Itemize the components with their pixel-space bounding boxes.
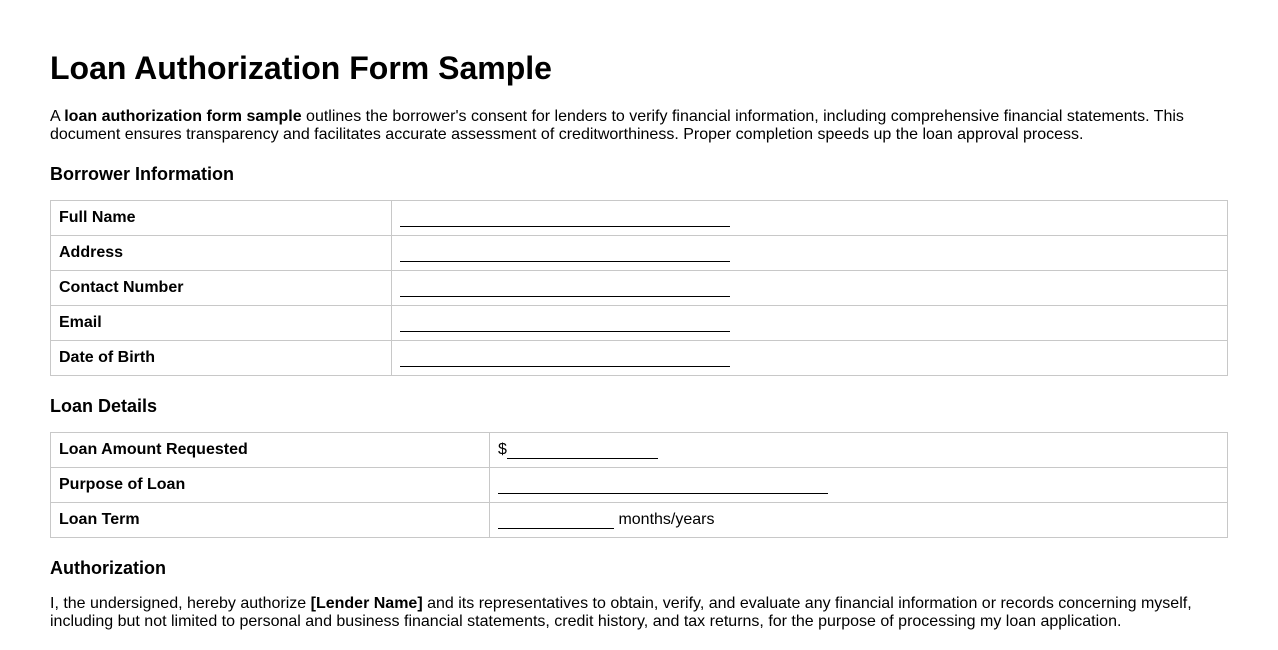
loan-purpose-label: Purpose of Loan <box>51 468 490 503</box>
authorization-section-heading: Authorization <box>50 558 166 578</box>
table-row <box>51 468 1228 503</box>
loan-amount-label: Loan Amount Requested <box>51 433 490 468</box>
loan-term-unit: months/years <box>618 511 715 528</box>
date-of-birth-blank-line[interactable] <box>400 350 730 367</box>
borrower-section-heading: Borrower Information <box>50 164 235 184</box>
loan-amount-blank-line[interactable] <box>507 442 658 459</box>
full-name-cell <box>392 201 1228 236</box>
borrower-info-table <box>50 200 1228 376</box>
loan-term-cell <box>490 503 1228 538</box>
authorization-text-prefix: I, the undersigned, hereby authorize <box>50 595 311 612</box>
intro-bold-term: loan authorization form sample <box>64 108 302 125</box>
date-of-birth-cell <box>392 341 1228 376</box>
loan-term-label: Loan Term <box>51 503 490 538</box>
intro-prefix: A <box>50 108 65 125</box>
full-name-label: Full Name <box>51 201 392 236</box>
contact-number-blank-line[interactable] <box>400 280 730 297</box>
loan-purpose-cell <box>490 468 1228 503</box>
lender-name-placeholder: [Lender Name] <box>310 595 423 612</box>
table-row <box>51 201 1228 236</box>
table-row <box>51 341 1228 376</box>
email-cell <box>392 306 1228 341</box>
table-row <box>51 271 1228 306</box>
date-of-birth-label: Date of Birth <box>51 341 392 376</box>
address-cell <box>392 236 1228 271</box>
table-row <box>51 433 1228 468</box>
loan-details-table <box>50 432 1228 538</box>
email-blank-line[interactable] <box>400 315 730 332</box>
loan-amount-cell <box>490 433 1228 468</box>
email-label: Email <box>51 306 392 341</box>
table-row <box>51 503 1228 538</box>
address-blank-line[interactable] <box>400 245 730 262</box>
contact-number-cell <box>392 271 1228 306</box>
currency-symbol: $ <box>498 441 507 458</box>
table-row <box>51 306 1228 341</box>
authorization-text-rest: and its representatives to obtain, verify, and evaluate any financial information or records concerning myself, including but not limited to personal and business financial statements, credit history, and tax returns, for the purpose of processing my loan application. <box>50 595 1192 630</box>
loan-term-blank-line[interactable] <box>498 512 614 529</box>
loan-purpose-blank-line[interactable] <box>498 477 828 494</box>
full-name-blank-line[interactable] <box>400 210 730 227</box>
table-row <box>51 236 1228 271</box>
loan-section-heading: Loan Details <box>50 396 158 416</box>
intro-rest: outlines the borrower's consent for lenders to verify financial information, including comprehensive financial statements. This document ensures transparency and facilitates accurate assessment of creditworthiness. Proper completion speeds up the loan approval process. <box>50 108 1184 143</box>
authorization-paragraph <box>50 595 1228 631</box>
contact-number-label: Contact Number <box>51 271 392 306</box>
page-title: Loan Authorization Form Sample <box>50 50 552 86</box>
address-label: Address <box>51 236 392 271</box>
intro-paragraph <box>50 108 1228 144</box>
